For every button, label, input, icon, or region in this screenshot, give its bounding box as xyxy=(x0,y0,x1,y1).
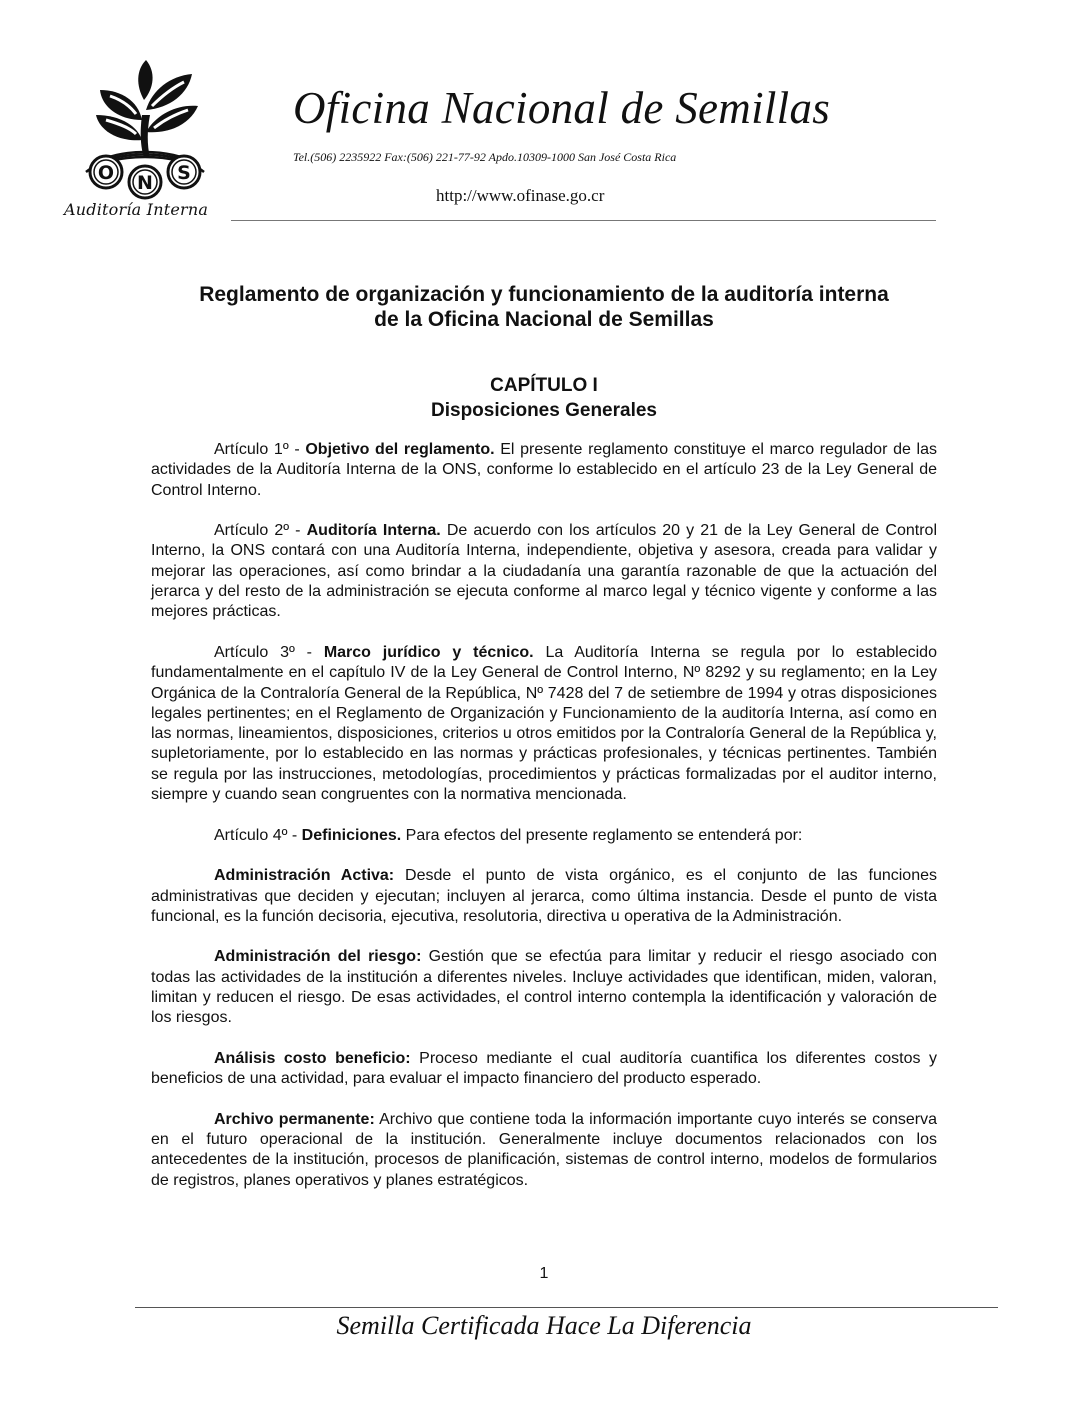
article-label: Artículo 2º - xyxy=(214,522,307,540)
article-text: De acuerdo con los artículos 20 y 21 de la Ley General de Control Interno, la ONS contará con una Auditoría Interna, independiente, objetiva y asesora, creada para validar y mejorar las operaciones, así como brindar a la ciudadanía una garantía razonable de que la actuación del jerarca y del resto de la administración se ejecuta conforme al marco legal y técnico vigente y conforme a las mejores prácticas. xyxy=(151,522,937,621)
website-link[interactable]: http://www.ofinase.go.cr xyxy=(436,186,605,205)
definition-text: Desde el punto de vista orgánico, es el conjunto de las funciones administrativas que deciden y ejecutan; incluyen al jerarca, como última instancia. Desde el punto de vista funcional, es la función decisoria, ejecutiva, resolutoria, directiva u operativa de la Administración. xyxy=(151,867,937,925)
article-heading: Marco jurídico y técnico. xyxy=(323,643,534,661)
document-body xyxy=(151,440,937,1211)
article-text: La Auditoría Interna se regula por lo establecido fundamentalmente en el capítulo IV de la Ley General de Control Interno, Nº 8292 y su reglamento; en la Ley Orgánica de la Contraloría General de la República, Nº 7428 del 7 de setiembre de 1994 y otras disposiciones legales pertinentes; en el Reglamento de Organización y Funcionamiento de la auditoría Interna, así como en las normas, lineamientos, disposiciones, criterios u otros emitidos por la Contraloría General de la República y, supletoriamente, por lo establecido en las normas y prácticas profesionales, y técnicas pertinentes. También se regula por las instrucciones, metodologías, procedimientos y prácticas formalizadas por el auditor interno, siempre y cuando sean congruentes con la normativa mencionada. xyxy=(151,643,937,804)
logo-letter-o: O xyxy=(97,162,115,184)
article-label: Artículo 1º - xyxy=(214,441,306,458)
logo-caption: Auditoría Interna xyxy=(64,200,209,219)
article-label: Artículo 3º - xyxy=(214,643,324,661)
footer-divider xyxy=(135,1307,998,1308)
document-title xyxy=(120,282,968,332)
article-text: Para efectos del presente reglamento se entenderá por: xyxy=(401,826,803,844)
definition-administracion-del-riesgo xyxy=(151,947,937,1028)
page-number: 1 xyxy=(539,1265,549,1282)
definition-text: Archivo que contiene toda la información importante cuyo interés se conserva en el futuro operacional de la institución. Generalmente incluye documentos relacionados con los antecedentes de la institución, procesos de planificación, sistemas de control interno, modelos de formularios de registros, planes operativos y planes estratégicos. xyxy=(151,1110,937,1189)
definition-text: Gestión que se efectúa para limitar y reducir el riesgo asociado con todas las actividades de la institución a diferentes niveles. Incluye actividades que identifican, miden, valoran, limitan y reducen el riesgo. De esas actividades, el control interno contempla la identificación y valoración de los riesgos. xyxy=(151,948,937,1027)
chapter-heading xyxy=(120,373,968,423)
definition-term: Administración del riesgo: xyxy=(214,948,422,966)
article-2 xyxy=(151,521,937,622)
definition-term: Análisis costo beneficio: xyxy=(214,1049,411,1067)
ons-logo-icon xyxy=(80,60,210,200)
article-4 xyxy=(151,826,937,846)
contact-line: Tel.(506) 2235922 Fax:(506) 221-77-92 Apdo.10309-1000 San José Costa Rica xyxy=(293,150,677,164)
definition-text: Proceso mediante el cual auditoría cuantifica los diferentes costos y beneficios de una actividad, para evaluar el impacto financiero del producto esperado. xyxy=(151,1049,938,1088)
article-heading: Definiciones. xyxy=(301,826,402,844)
definition-term: Administración Activa: xyxy=(214,867,395,885)
logo-letter-n: N xyxy=(137,172,153,194)
chapter-number: CAPÍTULO I xyxy=(490,375,598,396)
article-heading: Auditoría Interna. xyxy=(306,522,441,540)
footer-slogan: Semilla Certificada Hace La Diferencia xyxy=(336,1311,752,1340)
header-divider xyxy=(231,220,936,221)
logo-letter-s: S xyxy=(177,162,191,184)
definition-administracion-activa xyxy=(151,866,937,927)
article-heading: Objetivo del reglamento. xyxy=(305,441,495,458)
article-1 xyxy=(151,440,937,501)
organization-title: Oficina Nacional de Semillas xyxy=(293,83,831,133)
article-label: Artículo 4º - xyxy=(214,826,302,844)
definition-term: Archivo permanente: xyxy=(214,1110,375,1128)
chapter-title: Disposiciones Generales xyxy=(431,400,657,421)
definition-analisis-costo-beneficio xyxy=(151,1049,937,1090)
document-title-line-2: de la Oficina Nacional de Semillas xyxy=(374,308,714,331)
document-title-line-1: Reglamento de organización y funcionamiento de la auditoría interna xyxy=(199,283,889,306)
article-3 xyxy=(151,643,937,805)
article-text: El presente reglamento constituye el marco regulador de las actividades de la Auditoría Interna de la ONS, conforme lo establecido en el artículo 23 de la Ley General de Control Interno. xyxy=(151,441,938,499)
definition-archivo-permanente xyxy=(151,1110,937,1191)
